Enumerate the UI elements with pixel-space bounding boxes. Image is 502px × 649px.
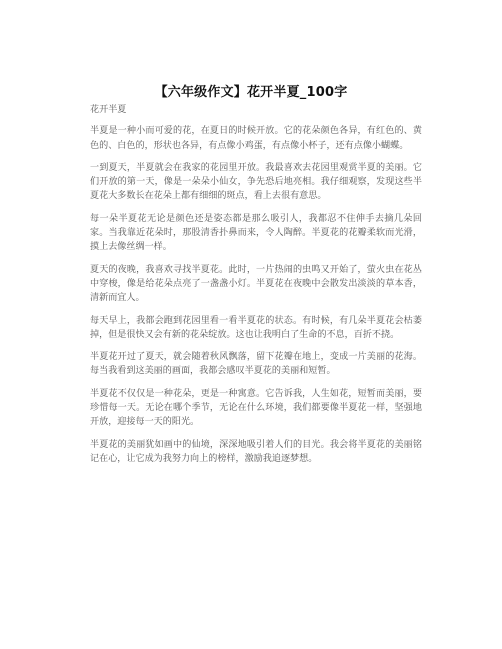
paragraph-1: 半夏是一种小而可爱的花，在夏日的时候开放。它的花朵颜色各异，有红色的、黄色的、白色的，形状也各异，有点像小鸡蛋，有点像小杯子，还有点像小蝴蝶。	[90, 126, 422, 151]
document-title: 【六年级作文】花开半夏_100字	[154, 85, 348, 100]
paragraph-7: 半夏花不仅仅是一种花朵，更是一种寓意。它告诉我，人生如花，短暂而美丽，要珍惜每一天。无论在哪个季节，无论在什么环境，我们都要像半夏花一样，坚强地开放，迎接每一天的阳光。	[90, 388, 422, 428]
paragraph-2: 一到夏天，半夏就会在我家的花园里开放。我最喜欢去花园里观赏半夏的美丽。它们开放的第一天，像是一朵朵小仙女，争先恐后地亮相。我仔细观察，发现这些半夏花大多数长在花朵上都有细细的斑点，看上去很有意思。	[90, 162, 422, 202]
document-subtitle: 花开半夏	[90, 105, 127, 115]
paragraph-8: 半夏花的美丽犹如画中的仙境，深深地吸引着人们的目光。我会将半夏花的美丽铭记在心，让它成为我努力向上的榜样，激励我追逐梦想。	[90, 439, 422, 464]
paragraph-3: 每一朵半夏花无论是颜色还是姿态都是那么吸引人，我都忍不住伸手去摘几朵回家。当我靠近花朵时，那股清香扑鼻而来，令人陶醉。半夏花的花瓣柔软而光滑，摸上去像丝绸一样。	[90, 213, 422, 253]
paragraph-4: 夏天的夜晚，我喜欢寻找半夏花。此时，一片热闹的虫鸣又开始了，萤火虫在花丛中穿梭，像是给花朵点亮了一盏盏小灯。半夏花在夜晚中会散发出淡淡的草本香，清新而宜人。	[90, 264, 422, 304]
paragraph-6: 半夏花开过了夏天，就会随着秋风飘落，留下花瓣在地上，变成一片美丽的花海。每当我看到这美丽的画面，我都会感叹半夏花的美丽和短暂。	[90, 352, 422, 377]
document-body	[90, 103, 422, 474]
paragraph-5: 每天早上，我都会跑到花园里看一看半夏花的状态。有时候，有几朵半夏花会枯萎掉，但是很快又会有新的花朵绽放。这也让我明白了生命的不息，百折不挠。	[90, 315, 422, 340]
